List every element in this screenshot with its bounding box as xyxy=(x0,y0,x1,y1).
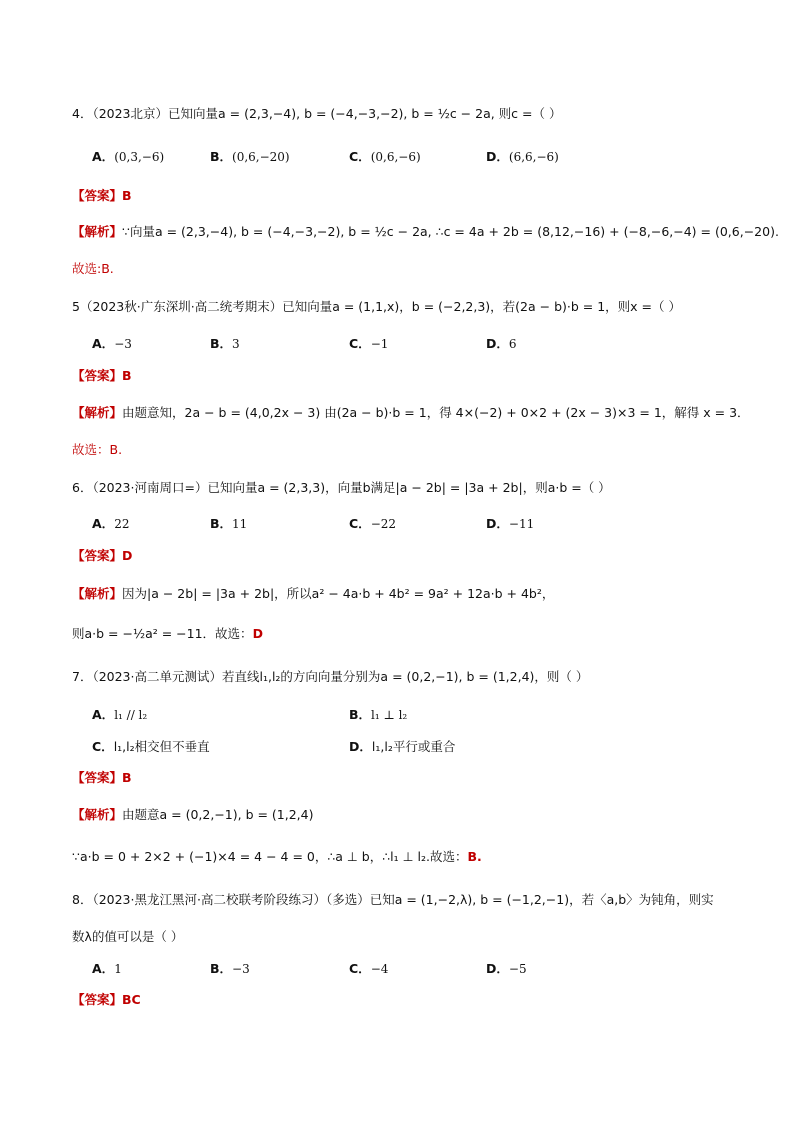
question-7-options-row-2 xyxy=(92,737,754,757)
option-a: A．22 xyxy=(92,516,130,531)
question-5-stem: 5（2023秋·广东深圳·高二统考期末）已知向量a = (1,1,x)，b = (−2,2,3)，若(2a − b)·b = 1，则x =（ ） xyxy=(72,299,682,314)
question-7-analysis-2: ∵a·b = 0 + 2×2 + (−1)×4 = 4 − 4 = 0，∴a ⊥ b，∴l₁ ⊥ l₂.故选：B. xyxy=(72,849,482,864)
option-d: D．−11 xyxy=(486,516,535,531)
option-a: A．−3 xyxy=(92,336,132,351)
option-c: C．l₁,l₂相交但不垂直 xyxy=(92,739,210,754)
option-b: B．3 xyxy=(210,336,240,351)
question-5-conclusion: 故选：B. xyxy=(72,442,123,457)
question-7-answer: 【答案】B xyxy=(72,770,132,785)
question-8-stem-2: 数λ的值可以是（ ） xyxy=(72,929,184,944)
option-d: D．(6,6,−6) xyxy=(486,149,559,164)
question-6-analysis-2: 则a·b = −½a² = −11．故选：D xyxy=(72,626,263,641)
option-a: A．l₁ // l₂ xyxy=(92,707,148,722)
question-4-stem: 4．（2023北京）已知向量a = (2,3,−4), b = (−4,−3,−2), b = ½c − 2a, 则c =（ ） xyxy=(72,106,562,121)
option-b: B．l₁ ⊥ l₂ xyxy=(349,707,408,722)
option-d: D．6 xyxy=(486,336,517,351)
question-7-analysis: 【解析】由题意a = (0,2,−1), b = (1,2,4) xyxy=(72,807,314,822)
option-c: C．−4 xyxy=(349,961,389,976)
question-5-analysis: 【解析】由题意知，2a − b = (4,0,2x − 3) 由(2a − b)·b = 1，得 4×(−2) + 0×2 + (2x − 3)×3 = 1，解得 x = 3． xyxy=(72,405,750,420)
question-4-answer: 【答案】B xyxy=(72,188,132,203)
question-6-analysis: 【解析】因为|a − 2b| = |3a + 2b|，所以a² − 4a·b + 4b² = 9a² + 12a·b + 4b²， xyxy=(72,586,555,601)
option-b: B．(0,6,−20) xyxy=(210,149,290,164)
question-8-stem: 8．（2023·黑龙江黑河·高二校联考阶段练习）（多选）已知a = (1,−2,λ), b = (−1,2,−1)，若〈a,b〉为钝角，则实 xyxy=(72,892,714,907)
option-a: A．1 xyxy=(92,961,122,976)
question-4-analysis: 【解析】∵向量a = (2,3,−4), b = (−4,−3,−2), b = ½c − 2a, ∴c = 4a + 2b = (8,12,−16) + (−8,−6,−4) = (0,6,−20). xyxy=(72,224,779,239)
option-d: D．−5 xyxy=(486,961,527,976)
question-6-answer: 【答案】D xyxy=(72,548,133,563)
question-6-options xyxy=(92,514,754,534)
option-b: B．−3 xyxy=(210,961,250,976)
option-a: A．(0,3,−6) xyxy=(92,149,165,164)
option-c: C．−22 xyxy=(349,516,397,531)
question-7-options-row-1 xyxy=(92,705,754,725)
option-d: D．l₁,l₂平行或重合 xyxy=(349,739,456,754)
option-b: B．11 xyxy=(210,516,248,531)
question-5-options xyxy=(92,334,754,354)
question-6-stem: 6．（2023·河南周口=）已知向量a = (2,3,3)，向量b满足|a − 2b| = |3a + 2b|，则a·b =（ ） xyxy=(72,480,611,495)
question-5-answer: 【答案】B xyxy=(72,368,132,383)
question-8-options xyxy=(92,959,754,979)
question-8-answer: 【答案】BC xyxy=(72,992,141,1007)
question-4-conclusion: 故选:B. xyxy=(72,261,114,276)
question-7-stem: 7．（2023·高二单元测试）若直线l₁,l₂的方向向量分别为a = (0,2,−1), b = (1,2,4)，则（ ） xyxy=(72,669,589,684)
question-4-options xyxy=(92,147,754,167)
option-c: C．(0,6,−6) xyxy=(349,149,421,164)
option-c: C．−1 xyxy=(349,336,389,351)
